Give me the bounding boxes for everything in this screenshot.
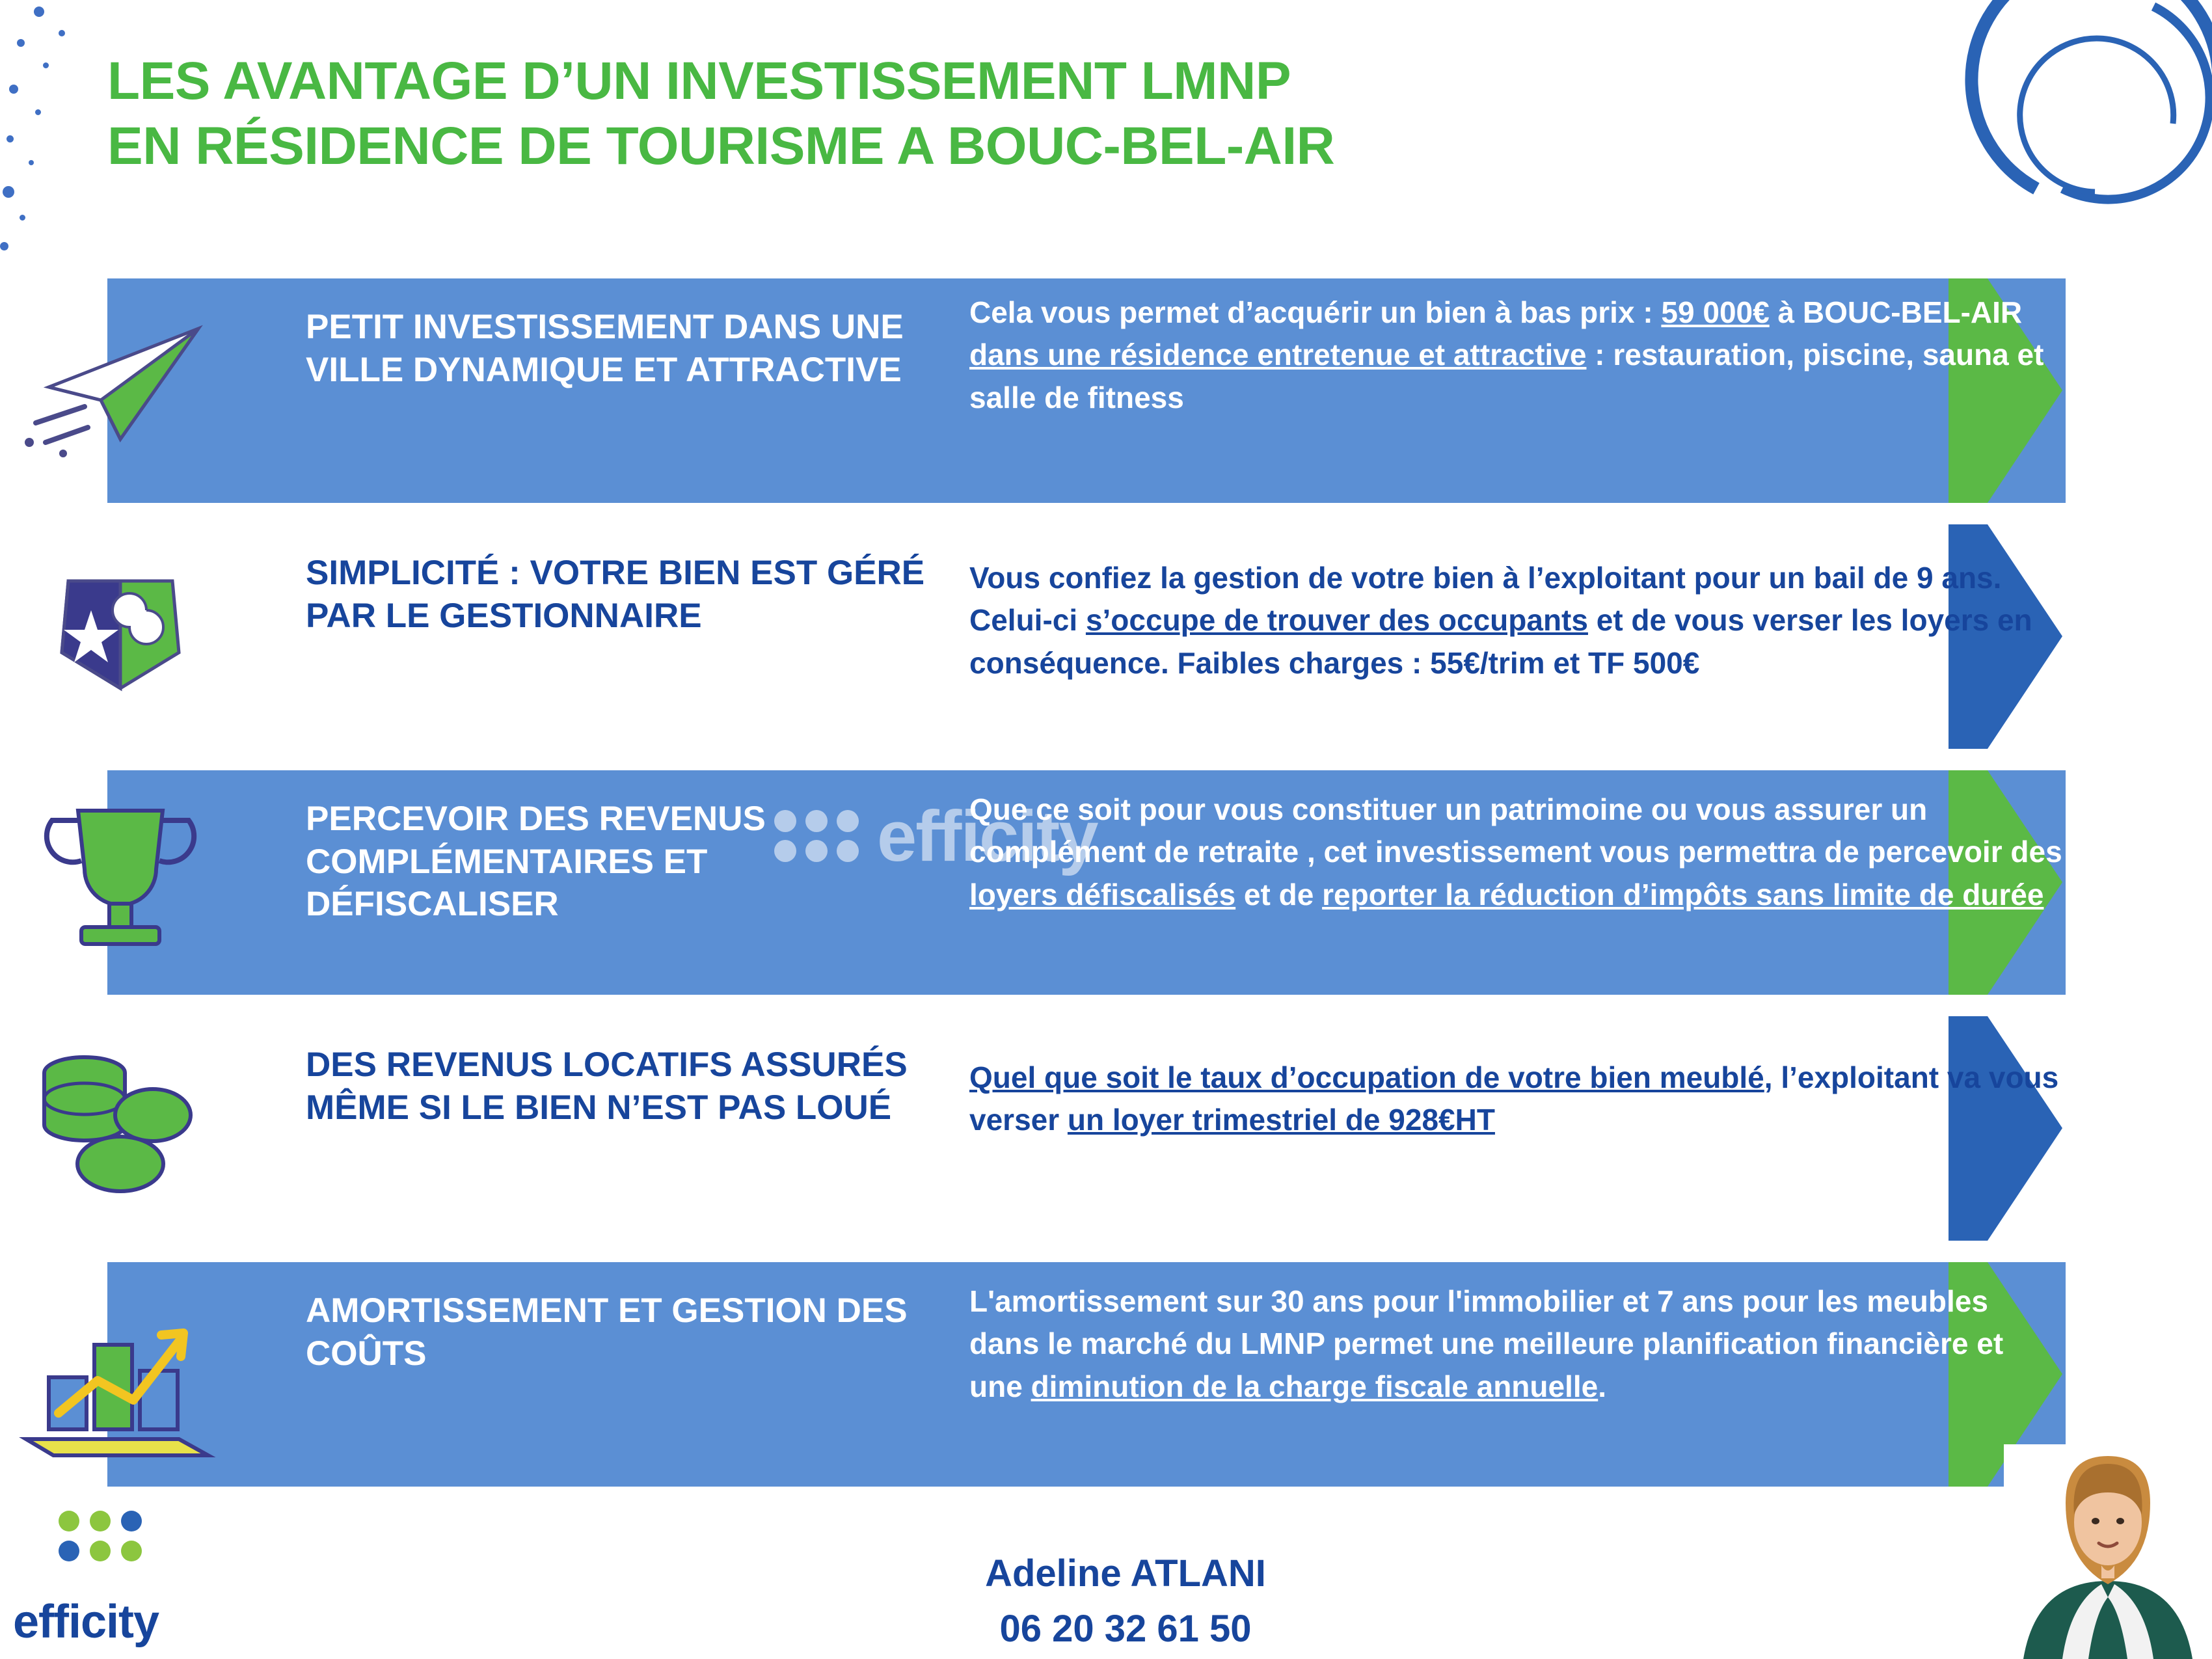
decorative-swirl-icon — [1958, 0, 2212, 208]
advantage-row — [0, 519, 2212, 753]
row-body: L'amortissement sur 30 ans pour l'immobilier et 7 ans pour les meubles dans le marché du LMNP permet une meilleure planification financière et une diminution de la charge fiscale annuelle. — [969, 1284, 2004, 1403]
row-body: Que ce soit pour vous constituer un patrimoine ou vous assurer un complément de retraite , cet investissement vous permettra de percevoir des loyers défiscalisés et de reporter la réduction d’impôts sans limite de durée — [969, 792, 2062, 911]
watermark-text: efficity — [877, 796, 1098, 876]
trophy-icon — [13, 778, 228, 973]
advantages-list — [0, 273, 2212, 1503]
row-body: Cela vous permet d’acquérir un bien à bas prix : 59 000€ à BOUC-BEL-AIR dans une résidence entretenue et attractive : restauration, piscine, sauna et salle de fitness — [969, 295, 2044, 414]
row-heading: PERCEVOIR DES REVENUS COMPLÉMENTAIRES ET DÉFISCALISER — [306, 800, 766, 924]
agent-phone[interactable]: 06 20 32 61 50 — [999, 1608, 1252, 1650]
row-heading: PETIT INVESTISSEMENT DANS UNE VILLE DYNAMIQUE ET ATTRACTIVE — [306, 308, 904, 389]
paper-plane-icon — [13, 286, 228, 481]
agent-photo — [2004, 1444, 2212, 1659]
advantage-row — [0, 273, 2212, 507]
agent-name: Adeline ATLANI — [985, 1552, 1266, 1595]
advantage-row — [0, 1257, 2212, 1491]
row-body: Vous confiez la gestion de votre bien à l’exploitant pour un bail de 9 ans. Celui-ci s’occupe de trouver des occupants et de vous verser les loyers en conséquence. Faibles charges : 55€/trim et TF 500€ — [969, 561, 2032, 680]
coins-icon — [13, 1024, 228, 1219]
page-title — [107, 49, 1864, 179]
row-body: Quel que soit le taux d’occupation de votre bien meublé, l’exploitant va vous verser un loyer trimestriel de 928€HT — [969, 1060, 2059, 1137]
row-heading: DES REVENUS LOCATIFS ASSURÉS MÊME SI LE BIEN N’EST PAS LOUÉ — [306, 1045, 908, 1127]
shield-star-icon — [13, 532, 228, 727]
page-title-line-2: EN RÉSIDENCE DE TOURISME A BOUC-BEL-AIR — [107, 116, 1335, 176]
page-title-line-1: LES AVANTAGE D’UN INVESTISSEMENT LMNP — [107, 51, 1291, 111]
logo-dots-icon — [59, 1511, 143, 1561]
advantage-row — [0, 1011, 2212, 1245]
row-heading: AMORTISSEMENT ET GESTION DES COÛTS — [306, 1291, 908, 1373]
efficity-logo — [13, 1511, 234, 1648]
row-heading: SIMPLICITÉ : VOTRE BIEN EST GÉRÉ PAR LE GESTIONNAIRE — [306, 554, 925, 635]
advantage-row — [0, 765, 2212, 999]
decorative-dots-top-left — [0, 0, 91, 273]
logo-text: efficity — [13, 1596, 159, 1648]
growth-chart-icon — [13, 1270, 228, 1465]
